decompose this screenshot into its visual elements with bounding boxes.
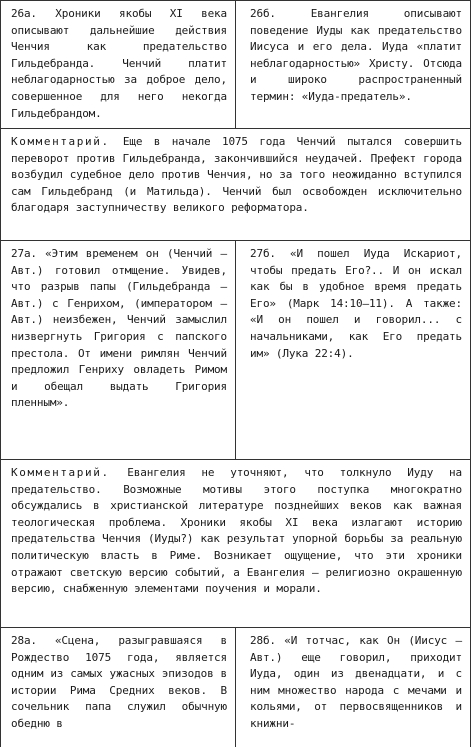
table-row <box>0 240 471 460</box>
comment-label: Комментарий. <box>11 466 128 479</box>
paragraph-26b: 26б. Евангелия описывают поведение Иуды как предательство Иисуса и его дела. Иуда «платит неблагодарностью» Христу. Отсюда и широко распространенный термин: «Иуда-предатель». <box>250 7 462 103</box>
left-cell <box>1 241 236 459</box>
comment-label: Комментарий. <box>11 135 123 148</box>
paragraph-28b: 28б. «И тотчас, как Он (Иисус – Авт.) еще говорил, приходит Иуда, один из двенадцати, и с ним множество народа с мечами и кольями, от первосвященников и книжни- <box>250 634 462 730</box>
right-cell <box>236 628 470 747</box>
right-cell <box>236 1 470 128</box>
left-cell <box>1 628 236 747</box>
left-cell <box>1 1 236 128</box>
right-cell <box>236 241 470 459</box>
paragraph-26a: 26а. Хроники якобы XI века описывают дальнейшие действия Ченчия как предательство Гильдебранда. Ченчий платит неблагодарностью за доброе дело, совершенное для него некогда Гильдебрандом. <box>11 7 227 120</box>
comment-block <box>11 465 462 598</box>
comment-row <box>0 128 471 241</box>
paragraph-28a: 28а. «Сцена, разыгравшаяся в Рождество 1075 года, является одним из самых ужасных эпизодов в истории Рима Средних веков. В сочельник папа служил обычную обедню в <box>11 634 227 730</box>
paragraph-27a: 27а. «Этим временем он (Ченчий – Авт.) готовил отмщение. Увидев, что разрыв папы (Гильдебранда – Авт.) с Генрихом, (императором – Авт.) неизбежен, Ченчий замыслил низвергнуть Григория с папского престола. От имени римлян Ченчий предложил Генриху овладеть Римом и обещал выдать Григория пленным». <box>11 247 227 410</box>
comment-text: Еще в начале 1075 года Ченчий пытался совершить переворот против Гильдебранда, закончившийся неудачей. Префект города возбудил судебное дело против Ченчия, но за того неожиданно вступился сам Гильдебранд (и Матильда). Ченчий был освобожден исключительно благодаря заступничеству великого реформатора. <box>11 135 462 215</box>
table-row <box>0 627 471 747</box>
comment-text: Евангелия не уточняют, что толкнуло Иуду на предательство. Возможные мотивы этого поступка многократно обсуждались в христианской литературе позднейших веков как важная теологическая проблема. Хроники якобы XI века излагают историю предательства Ченчия (Иуды?) как результат упорной борьбы за реальную политическую власть в Риме. Возникает ощущение, что эти хроники отражают светскую версию событий, а Евангелия – религиозно окрашенную версию, снабженную элементами поучения и морали. <box>11 466 462 596</box>
table-row <box>0 0 471 129</box>
paragraph-27b: 27б. «И пошел Иуда Искариот, чтобы предать Его?.. И он искал как бы в удобное время предать Его» (Марк 14:10–11). А также: «И он пошел и говорил... с начальниками, как Его предать им» (Лука 22:4). <box>250 247 462 360</box>
comment-block <box>11 134 462 217</box>
comment-row <box>0 459 471 628</box>
